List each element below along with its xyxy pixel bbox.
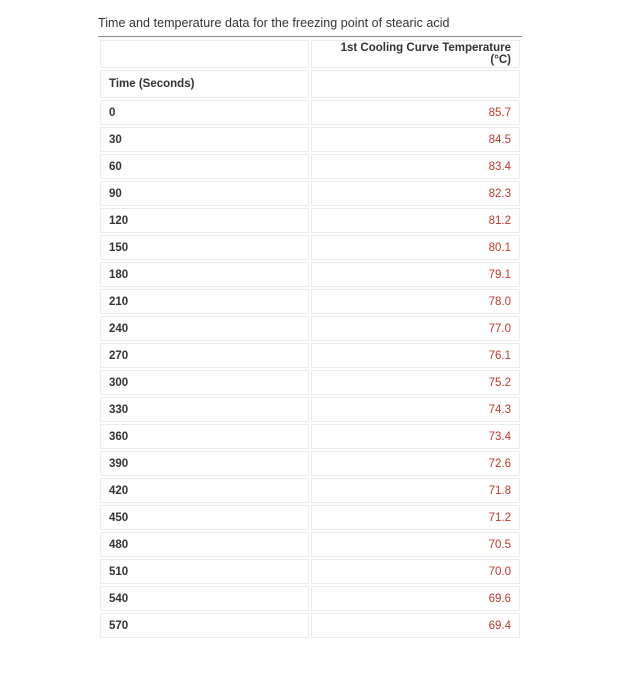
- time-cell: 450: [100, 505, 309, 530]
- table-row: [100, 424, 520, 449]
- temperature-cell: 82.3: [311, 181, 520, 206]
- temperature-cell: 79.1: [311, 262, 520, 287]
- table-caption: Time and temperature data for the freezing point of stearic acid: [98, 16, 450, 30]
- temperature-cell: 83.4: [311, 154, 520, 179]
- temperature-cell: 73.4: [311, 424, 520, 449]
- time-cell: 390: [100, 451, 309, 476]
- header-cell-temperature: 1st Cooling Curve Temperature (°C): [311, 40, 520, 68]
- table-row: [100, 316, 520, 341]
- time-cell: 210: [100, 289, 309, 314]
- header-cell-empty: [100, 40, 309, 68]
- temperature-cell: 76.1: [311, 343, 520, 368]
- temperature-cell: 72.6: [311, 451, 520, 476]
- temperature-cell: 75.2: [311, 370, 520, 395]
- caption-divider: [98, 36, 522, 37]
- temperature-cell: 78.0: [311, 289, 520, 314]
- table-row: [100, 262, 520, 287]
- time-cell: 510: [100, 559, 309, 584]
- table-row: [100, 451, 520, 476]
- time-cell: 360: [100, 424, 309, 449]
- time-cell: 120: [100, 208, 309, 233]
- temperature-cell: 70.0: [311, 559, 520, 584]
- temperature-cell: 80.1: [311, 235, 520, 260]
- time-cell: 30: [100, 127, 309, 152]
- table-row: [100, 613, 520, 638]
- temperature-cell: 74.3: [311, 397, 520, 422]
- temperature-cell: 71.8: [311, 478, 520, 503]
- row-header-label-empty-cell: [311, 70, 520, 98]
- temperature-cell: 70.5: [311, 532, 520, 557]
- time-cell: 480: [100, 532, 309, 557]
- table-row: [100, 154, 520, 179]
- temperature-cell: 71.2: [311, 505, 520, 530]
- time-cell: 300: [100, 370, 309, 395]
- table-row: [100, 370, 520, 395]
- temperature-cell: 69.4: [311, 613, 520, 638]
- time-cell: 270: [100, 343, 309, 368]
- table-row: [100, 586, 520, 611]
- temperature-cell: 81.2: [311, 208, 520, 233]
- table-row: [100, 559, 520, 584]
- data-table: [98, 38, 522, 640]
- table-row: [100, 343, 520, 368]
- table-row: [100, 208, 520, 233]
- table-row: [100, 181, 520, 206]
- table-row: [100, 289, 520, 314]
- table-row: [100, 505, 520, 530]
- table-row: [100, 478, 520, 503]
- time-cell: 540: [100, 586, 309, 611]
- time-cell: 180: [100, 262, 309, 287]
- table-row: [100, 397, 520, 422]
- time-cell: 240: [100, 316, 309, 341]
- table-header-row: [100, 40, 520, 68]
- table-row: [100, 532, 520, 557]
- time-cell: 60: [100, 154, 309, 179]
- time-cell: 570: [100, 613, 309, 638]
- time-cell: 420: [100, 478, 309, 503]
- table-row: [100, 235, 520, 260]
- row-header-label: Time (Seconds): [100, 70, 309, 98]
- time-cell: 150: [100, 235, 309, 260]
- time-cell: 330: [100, 397, 309, 422]
- temperature-cell: 84.5: [311, 127, 520, 152]
- time-cell: 0: [100, 100, 309, 125]
- temperature-cell: 69.6: [311, 586, 520, 611]
- temperature-cell: 77.0: [311, 316, 520, 341]
- row-header-label-row: [100, 70, 520, 98]
- time-cell: 90: [100, 181, 309, 206]
- table-body: [100, 70, 520, 638]
- table-row: [100, 100, 520, 125]
- temperature-cell: 85.7: [311, 100, 520, 125]
- table-row: [100, 127, 520, 152]
